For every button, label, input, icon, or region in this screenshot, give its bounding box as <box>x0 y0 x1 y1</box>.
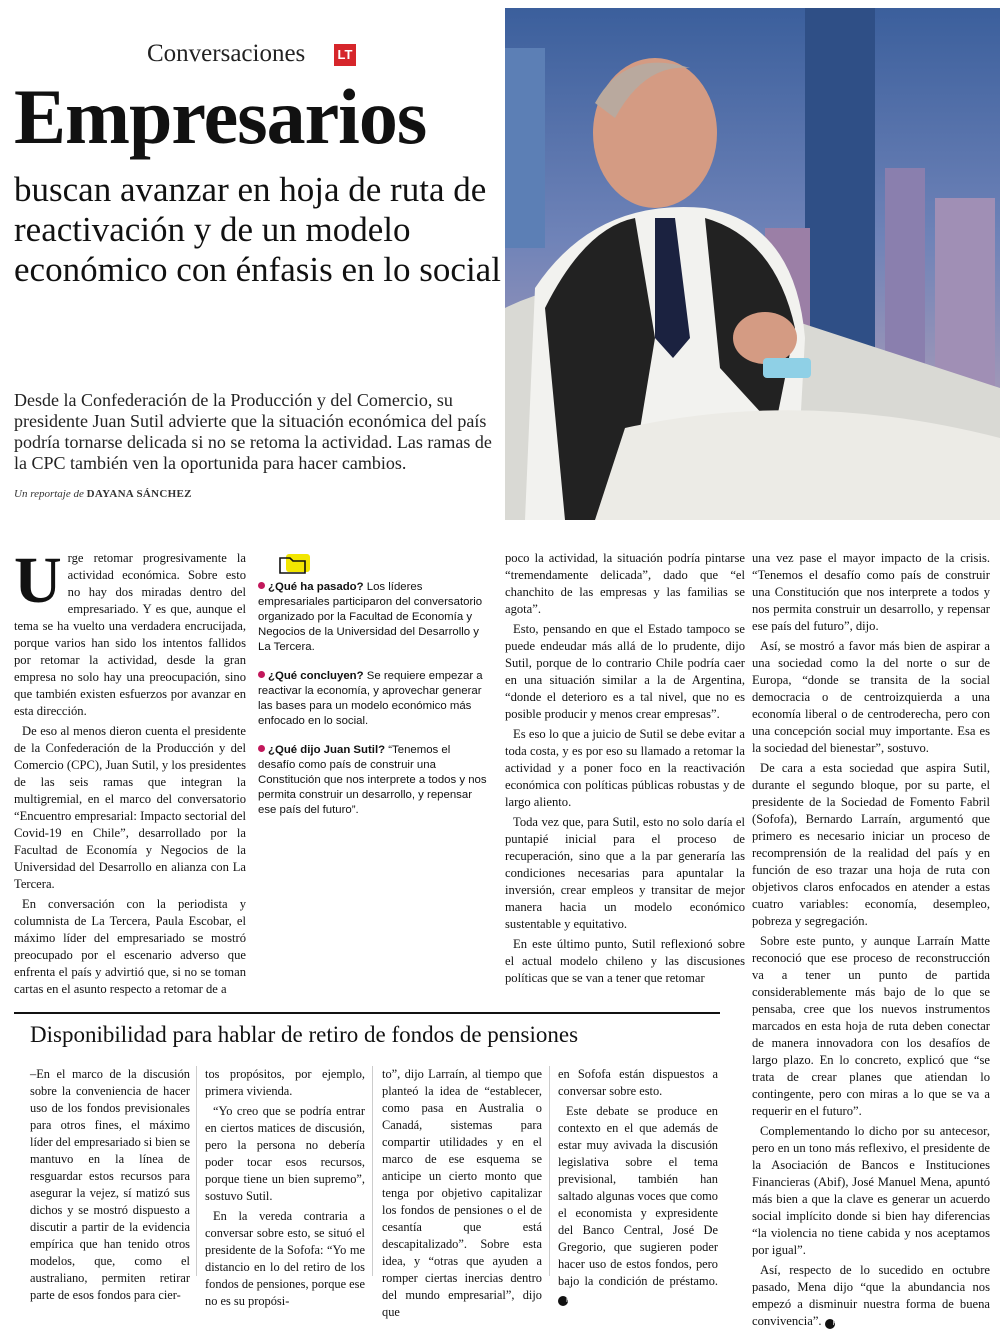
paragraph: tos propósitos, por ejemplo, primera vivienda. <box>205 1067 365 1098</box>
byline <box>14 488 192 500</box>
lt-logo: LT <box>334 44 356 66</box>
paragraph: en Sofofa están dispuestos a conversar sobre esto. <box>558 1067 718 1098</box>
pensiones-column-3 <box>382 1066 542 1324</box>
paragraph: De cara a esta sociedad que aspira Sutil, durante el segundo bloque, por su parte, el presidente de la Sociedad de Fomento Fabril (Sofofa), Bernardo Larraín, argumentó que primero es necesario iniciar un proceso de recomprensión de la realidad del país y en función de eso trazar una hoja de ruta con objetivos claros enfocados en atender a estas cuatro variables: economía, desempleo, pobreza y segregación. <box>752 761 990 928</box>
column-divider <box>196 1066 197 1276</box>
column-divider <box>549 1066 550 1276</box>
sidebar-question: ¿Qué concluyen? <box>268 670 364 682</box>
paragraph: “Yo creo que se podría entrar en ciertos matices de discusión, pero la persona no debería poder tocar esos recursos, porque tiene un bien supremo”, sostuvo Sutil. <box>205 1104 365 1203</box>
pensiones-column-4 <box>558 1066 718 1310</box>
paragraph: En la vereda contraria a conversar sobre esto, se situó el presidente de la Sofofa: “Yo me distancio en lo del retiro de los fondos de pensiones, porque ese no es su propósi- <box>205 1209 366 1308</box>
paragraph: Sobre este punto, y aunque Larraín Matte reconoció que ese proceso de reconstrucción va a tener un punto de partida considerablemente más bajo de lo que se pensaba, cree que los nuevos instrumentos marcados en esta hoja de ruta deben conectar de manera innovadora con los desafíos de largo plazo. En lo concreto, explicó que “se trata de crear planes que atiendan lo contingente, pero con miras a lo que se va a requerir en el futuro”. <box>752 934 990 1118</box>
paragraph: De eso al menos dieron cuenta el presidente de la Confederación de la Producción y del Comercio (CPC), Juan Sutil, y los presidentes de las seis ramas que integran la multigremial, en el marco del conversatorio “Encuentro empresarial: Impacto sectorial del Covid-19 en Chile”, desarrollado por la Facultad de Economía y Negocios de la Universidad del Desarrollo en alianza con La Tercera. <box>14 724 246 891</box>
photo-illustration <box>505 8 1000 520</box>
sidebar-question: ¿Qué dijo Juan Sutil? <box>268 744 386 756</box>
sidebar-question: ¿Qué ha pasado? <box>268 581 364 593</box>
article-column-3 <box>505 550 745 990</box>
sidebar-answer: “Tenemos el desafío como país de construir una Constitución que nos interprete a todos y nos permita construir un desarrollo, y repensar ese país del futuro”. <box>258 744 487 816</box>
paragraph: –En el marco de la discusión sobre la conveniencia de hacer uso de los fondos previsionales para otros fines, el máximo líder del empresariado si bien se mantuvo en la línea de resguardar estos recursos para asegurar la vejez, sí matizó sus dichos y se mostró dispuesto a discutir a partir de la evidencia empírica que han tenido otros modelos, que, como el australiano, permiten retirar parte de esos fondos para cier- <box>30 1067 190 1302</box>
column-divider <box>372 1066 373 1276</box>
paragraph: Esto, pensando en que el Estado tampoco se puede endeudar más allá de lo prudente, dijo Sutil, porque de lo contrario Chile podría caer en una situación similar a la de Argentina, “donde el deterioro es a tal nivel, que no es posible producir y menos crear empresas”. <box>505 622 745 721</box>
paragraph <box>558 1103 718 1307</box>
sidebar-item <box>258 669 488 729</box>
article-column-1 <box>14 544 246 1001</box>
end-mark-icon: P <box>558 1296 568 1306</box>
folder-icon <box>278 548 312 576</box>
paragraph: Así, se mostró a favor más bien de aspirar a una sociedad como la del norte o sur de Europa, “donde se transita de la social democracia o de centroizquierda a una economía liberal o de centroderecha, pero con una concepción social muy importante. Esa es la sociedad del bienestar”, sostuvo. <box>752 639 990 755</box>
pensiones-heading: Disponibilidad para hablar de retiro de fondos de pensiones <box>30 1022 579 1047</box>
bullet-dot-icon <box>258 671 265 678</box>
section-label: Conversaciones <box>147 40 306 67</box>
key-points-sidebar <box>258 580 488 832</box>
paragraph: to”, dijo Larraín, al tiempo que planteó la idea de “establecer, como pasa en Australia o Canadá, sistemas para compartir utilidades y en el marco de ese esquema se anticipe un cierto monto que tenga por objetivo capitalizar los fondos de pensiones o el de cesantía que está descapitalizado”. Sobre esta idea, y “otras que ayuden a romper ciertas inercias dentro del mundo empresarial”, dijo que <box>382 1067 542 1319</box>
bullet-dot-icon <box>258 745 265 752</box>
paragraph <box>752 1262 990 1330</box>
sidebar-item <box>258 580 488 655</box>
paragraph: Toda vez que, para Sutil, esto no solo daría el puntapié inicial para el proceso de recuperación, sino que a la par generaría las condiciones necesarias para apuntalar la inversión, crear empleos y transitar de mejor manera hacia un modelo económico sustentable y equitativo. <box>505 815 745 931</box>
paragraph: poco la actividad, la situación podría pintarse “tremendamente delicada”, dado que “el chanchito de las empresas y las familias se agota”. <box>505 551 745 616</box>
end-mark-icon: P <box>825 1319 835 1329</box>
byline-author: DAYANA SÁNCHEZ <box>86 488 192 500</box>
sidebar-answer: Se requiere empezar a reactivar la economía, y aprovechar generar las bases para un modelo económico más enfocado en lo social. <box>258 670 483 727</box>
lede: Desde la Confederación de la Producción y del Comercio, su presidente Juan Sutil advierte que la situación económica del país podría tornarse delicada si no se retoma la actividad. Las ramas de la CPC también ven la oportunida para hacer cambios. <box>14 390 492 473</box>
paragraph: rge retomar progresivamente la actividad económica. Sobre esto no hay dos miradas dentro del empresariado. Y es que, aunque el tema se ha vuelto una verdadera encrucijada, porque varios han sido los intentos fallidos por retomar la actividad, desde la gran empresa no solo hay una preocupación, sino que también existen esfuerzos por avanzar en esta dirección. <box>14 551 246 718</box>
paragraph-text: Este debate se produce en contexto en el que además de estar muy avivada la discusión legislativa sobre el tema previsional, también han saltado algunas voces que como el economista y expresidente del Banco Central, José De Gregorio, que sugieren poder hacer uso de estos fondos, pero bajo la condición de préstamo. <box>558 1104 718 1288</box>
section-rule <box>14 1012 720 1014</box>
paragraph: En este último punto, Sutil reflexionó sobre el actual modelo chileno y las discusiones políticas que se van a tener que retomar <box>505 937 745 985</box>
paragraph: Complementando lo dicho por su antecesor, pero en un tono más reflexivo, el presidente de la Asociación de Bancos e Instituciones Financieras (Abif), José Manuel Mena, apuntó más bien a que la clave es generar un acuerdo social implícito donde si bien hay diferencias “la violencia no tiene cabida y nos aceptamos por igual”. <box>752 1124 990 1257</box>
paragraph: Es eso lo que a juicio de Sutil se debe evitar a toda costa, y es por eso su llamado a retomar la actividad y a poner foco en la reactivación económica con políticas públicas robustas y de largo aliento. <box>505 727 745 809</box>
interview-photo <box>505 8 1000 520</box>
headline: Empresarios <box>14 73 427 160</box>
pensiones-column-2 <box>205 1066 365 1313</box>
article-column-4 <box>752 550 990 1333</box>
sidebar-answer: Los líderes empresariales participaron del conversatorio organizado por la Facultad de Economía y Negocios de la Universidad del Desarrollo y La Tercera. <box>258 581 483 653</box>
paragraph: En conversación con la periodista y columnista de La Tercera, Paula Escobar, el máximo líder del empresariado se mostró preocupado por el escenario adverso que enfrenta el país y advirtió que, si no se toman cartas en el asunto respecto a retomar de a <box>14 897 246 996</box>
drop-cap: U <box>14 544 62 617</box>
pensiones-column-1 <box>30 1066 190 1307</box>
paragraph-text: Así, respecto de lo sucedido en octubre pasado, Mena dijo “que la abundancia nos empezó a disminuir nuestra forma de buena convivencia”. <box>752 1263 990 1328</box>
bullet-dot-icon <box>258 582 265 589</box>
paragraph: una vez pase el mayor impacto de la crisis. “Tenemos el desafío como país de construir una Constitución que nos interprete a todos y nos permita construir un desarrollo, y repensar ese país del futuro”, dijo. <box>752 551 990 633</box>
sidebar-item <box>258 743 488 818</box>
byline-prefix: Un reportaje de <box>14 488 84 500</box>
subheadline: buscan avanzar en hoja de ruta de reactivación y de un modelo económico con énfasis en lo social <box>14 170 501 289</box>
